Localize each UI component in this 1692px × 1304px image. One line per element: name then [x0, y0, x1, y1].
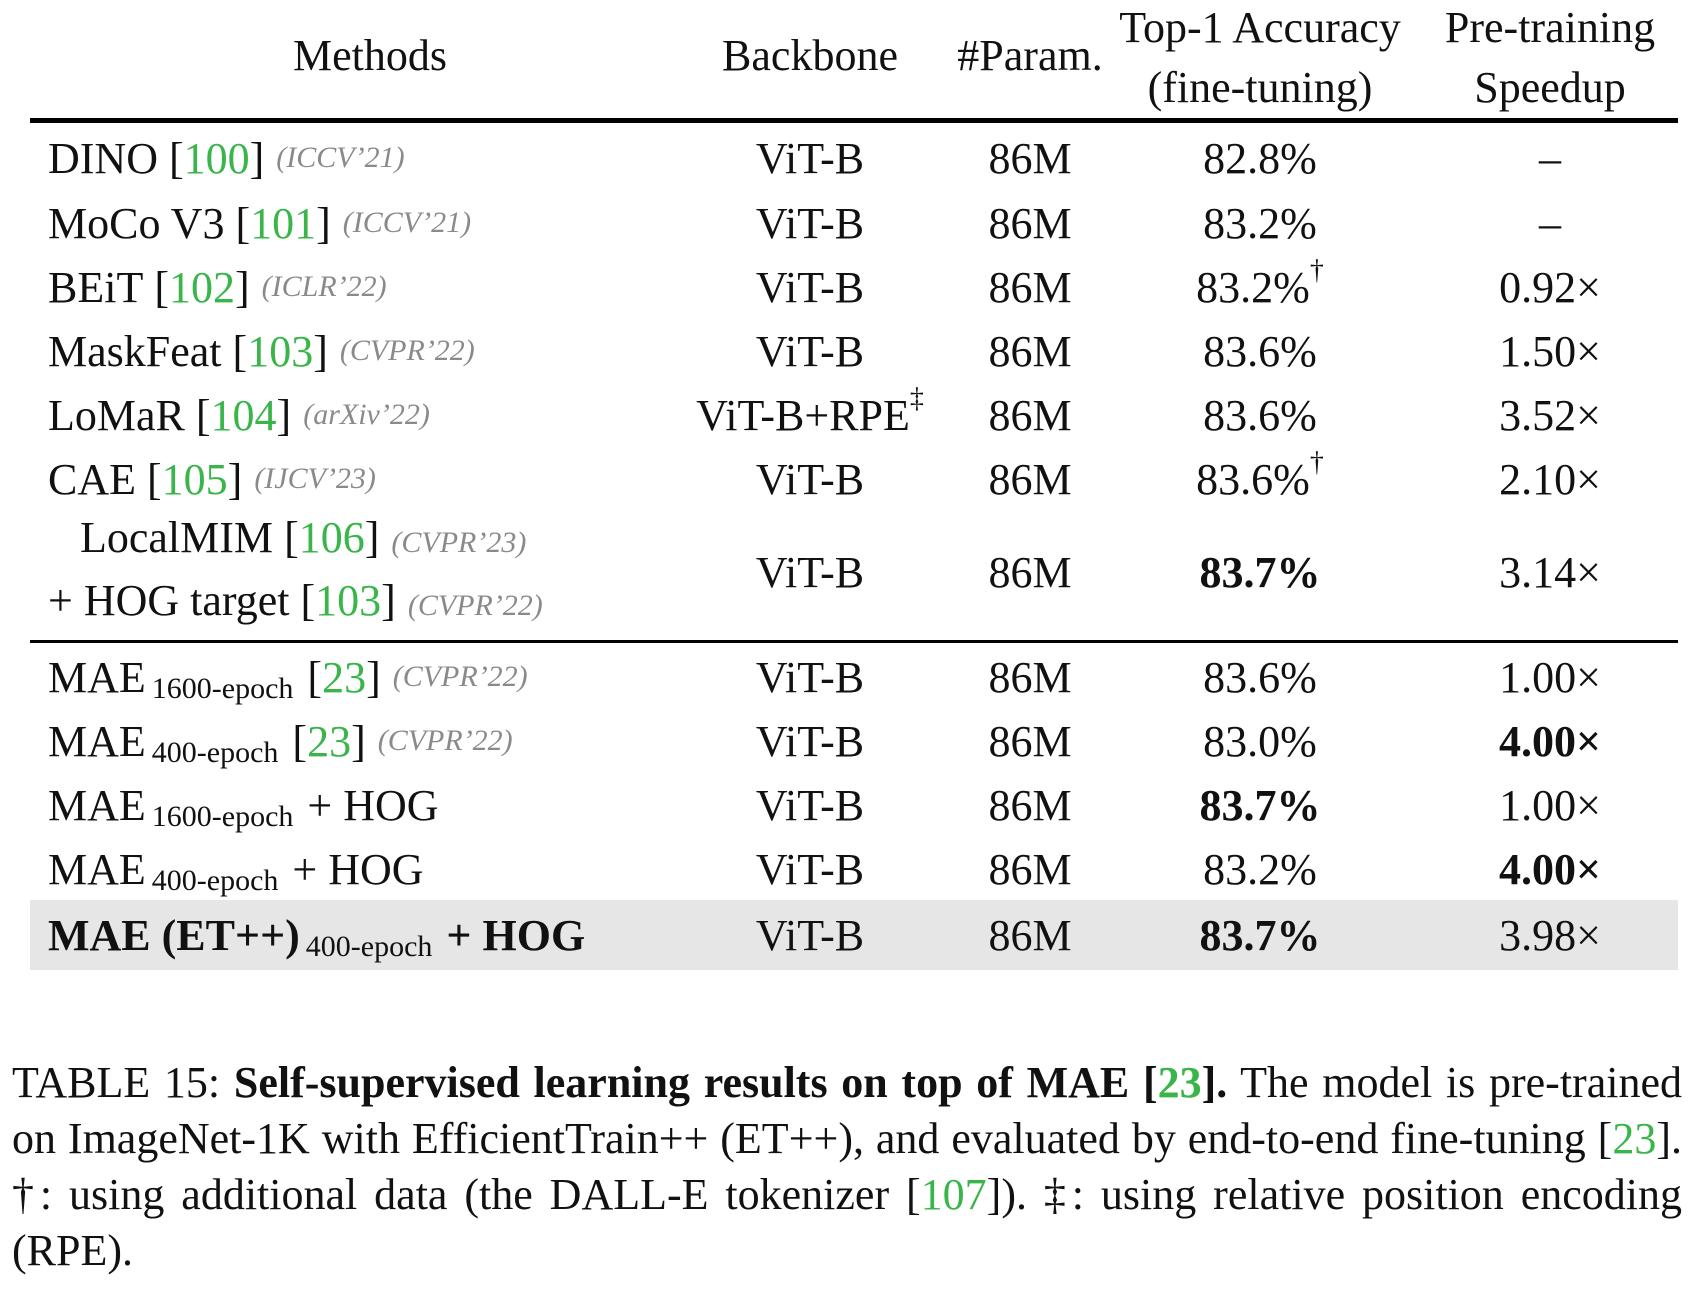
method-cell: MAE 1600-epoch [ 23 ] (CVPR’22): [48, 652, 528, 705]
accuracy-value: 83.6%: [1196, 454, 1310, 504]
method-name: MaskFeat: [48, 326, 222, 376]
backbone-value: ViT-B+RPE: [696, 390, 910, 440]
method-suffix: + HOG: [292, 844, 424, 894]
method-cell: DINO [ 100 ] (ICCV’21): [48, 133, 405, 183]
header-methods: Methods: [293, 31, 447, 80]
header-rule: [30, 118, 1678, 123]
accuracy-cell: 83.6%: [1203, 652, 1317, 702]
speedup-cell: 2.10×: [1499, 454, 1601, 504]
speedup-cell: –: [1539, 198, 1561, 248]
method-suffix: + HOG: [307, 780, 439, 830]
citation-link[interactable]: 105: [161, 454, 228, 504]
params-cell: 86M: [988, 198, 1072, 248]
method-cell: LocalMIM [106] (CVPR’23) + HOG target [103] (CVPR’22): [48, 513, 543, 625]
citation-link[interactable]: 103: [247, 326, 314, 376]
method-name: BEiT: [48, 262, 144, 312]
header-accuracy-line1: Top-1 Accuracy: [1119, 3, 1401, 52]
backbone-cell: ViT-B: [755, 716, 865, 766]
epoch-subscript: 400-epoch: [151, 864, 279, 897]
caption-title-end: ].: [1201, 1058, 1228, 1107]
speedup-cell: 1.00×: [1499, 652, 1601, 702]
speedup-cell: 1.50×: [1499, 326, 1601, 376]
citation-link[interactable]: 103: [315, 576, 382, 625]
accuracy-cell: 83.7%: [1199, 910, 1321, 960]
backbone-cell: ViT-B: [755, 326, 865, 376]
citation-link[interactable]: 23: [1157, 1058, 1202, 1107]
venue-label: (CVPR’22): [392, 660, 528, 693]
params-cell: 86M: [988, 390, 1072, 440]
backbone-cell: ViT-B: [755, 133, 865, 183]
accuracy-cell: 83.6%: [1203, 390, 1317, 440]
venue-label: (IJCV’23): [254, 462, 376, 495]
venue-label: (ICCV’21): [276, 141, 405, 174]
table-row: [30, 318, 1678, 384]
caption-text: ]). ‡: using relative position encoding (RPE).: [12, 1170, 1682, 1275]
method-cell: LoMaR [ 104 ] (arXiv’22): [48, 390, 430, 440]
table-row: [30, 254, 1678, 320]
params-cell: 86M: [988, 716, 1072, 766]
method-name: MAE: [48, 844, 146, 894]
backbone-cell: ViT-B: [755, 780, 865, 830]
speedup-cell: 4.00×: [1498, 716, 1602, 766]
header-backbone: Backbone: [722, 31, 898, 80]
accuracy-cell: 83.2%: [1203, 844, 1317, 894]
speedup-cell: 3.98×: [1499, 910, 1601, 960]
table-row: [30, 382, 1678, 448]
method-cell: [48, 900, 688, 970]
method-name: CAE: [48, 454, 136, 504]
accuracy-cell: [1090, 254, 1430, 320]
table-row: [30, 514, 1678, 630]
accuracy-value: 83.2%: [1196, 262, 1310, 312]
method-name: LocalMIM: [80, 513, 274, 562]
table-header: [30, 0, 1678, 130]
table-row: [30, 835, 1678, 903]
params-cell: 86M: [988, 780, 1072, 830]
epoch-subscript: 400-epoch: [151, 736, 279, 769]
table-row: [30, 643, 1678, 711]
table-row: [30, 771, 1678, 839]
method-name: MAE: [48, 780, 146, 830]
method-cell: MAE 400-epoch [ 23 ] (CVPR’22): [48, 716, 513, 769]
citation-link[interactable]: 102: [168, 262, 235, 312]
method-cell: [48, 835, 688, 903]
accuracy-cell: 83.0%: [1203, 716, 1317, 766]
accuracy-cell: [1090, 446, 1430, 512]
speedup-cell: 1.00×: [1499, 780, 1601, 830]
venue-label: (CVPR’22): [407, 589, 543, 622]
caption-title: [234, 1058, 1227, 1107]
venue-label: (CVPR’23): [391, 526, 527, 559]
dagger-mark: †: [1309, 447, 1324, 478]
venue-label: (arXiv’22): [303, 398, 430, 431]
header-accuracy-line2: (fine-tuning): [1147, 63, 1373, 112]
citation-link[interactable]: 101: [250, 198, 317, 248]
method-name: LoMaR: [48, 390, 185, 440]
method-name: MAE: [48, 652, 146, 702]
citation-link[interactable]: 106: [298, 513, 365, 562]
backbone-cell: ViT-B: [755, 262, 865, 312]
accuracy-cell: 83.2%: [1203, 198, 1317, 248]
accuracy-cell: 83.7%: [1199, 780, 1321, 830]
speedup-cell: 3.14×: [1499, 547, 1601, 597]
speedup-cell: 0.92×: [1499, 262, 1601, 312]
citation-link[interactable]: 23: [322, 652, 367, 702]
method-name: DINO: [48, 133, 158, 183]
citation-link[interactable]: 23: [1612, 1114, 1657, 1163]
method-cell: [48, 771, 688, 839]
citation-link[interactable]: 104: [210, 390, 277, 440]
caption-title-text: Self-supervised learning results on top of MAE [: [233, 1058, 1158, 1107]
table-row: [30, 446, 1678, 512]
citation-link[interactable]: 100: [183, 133, 250, 183]
speedup-cell: 4.00×: [1498, 844, 1602, 894]
citation-link[interactable]: 107: [920, 1170, 987, 1219]
speedup-cell: –: [1539, 133, 1561, 183]
epoch-subscript: 1600-epoch: [151, 800, 294, 833]
accuracy-cell: 83.7%: [1199, 547, 1321, 597]
accuracy-cell: 82.8%: [1203, 133, 1317, 183]
params-cell: 86M: [988, 547, 1072, 597]
params-cell: 86M: [988, 262, 1072, 312]
backbone-cell: ViT-B: [755, 844, 865, 894]
header-accuracy: [1090, 0, 1430, 118]
header-speedup-line2: Speedup: [1474, 63, 1626, 112]
params-cell: 86M: [988, 844, 1072, 894]
speedup-cell: 3.52×: [1499, 390, 1601, 440]
backbone-cell: [670, 382, 950, 448]
caption-text: ]. †: using additional data (the DALL-E tokenizer [: [12, 1114, 1682, 1219]
params-cell: 86M: [988, 652, 1072, 702]
header-speedup: [1410, 0, 1690, 118]
backbone-cell: ViT-B: [755, 198, 865, 248]
header-speedup-line1: Pre-training: [1444, 3, 1656, 52]
caption-label: TABLE 15:: [12, 1058, 221, 1107]
venue-label: (CVPR’22): [339, 334, 475, 367]
method-name: MAE: [48, 716, 146, 766]
venue-label: (CVPR’22): [377, 724, 513, 757]
method-cell: MaskFeat [ 103 ] (CVPR’22): [48, 326, 475, 376]
method-cell: BEiT [ 102 ] (ICLR’22): [48, 262, 387, 312]
method-name-line2: + HOG target: [48, 576, 290, 625]
method-cell: CAE [ 105 ] (IJCV’23): [48, 454, 376, 504]
epoch-subscript: 400-epoch: [305, 930, 433, 963]
backbone-cell: ViT-B: [755, 454, 865, 504]
citation-link[interactable]: 23: [307, 716, 352, 766]
params-cell: 86M: [988, 133, 1072, 183]
params-cell: 86M: [988, 454, 1072, 504]
double-dagger-mark: ‡: [909, 383, 924, 414]
method-name: MoCo V3: [48, 198, 225, 248]
caption-text: The model is pre-trained on ImageNet-1K with EfficientTrain++ (ET++), and evaluated by end-to-end fine-tuning [: [12, 1058, 1682, 1163]
header-params: #Param.: [957, 31, 1103, 80]
method-name: MAE (ET++): [48, 910, 300, 960]
backbone-cell: ViT-B: [755, 910, 865, 960]
backbone-cell: ViT-B: [755, 547, 865, 597]
method-suffix: + HOG: [446, 910, 586, 960]
params-cell: 86M: [988, 326, 1072, 376]
venue-label: (ICCV’21): [342, 206, 472, 239]
dagger-mark: †: [1309, 255, 1324, 286]
accuracy-cell: 83.6%: [1203, 326, 1317, 376]
epoch-subscript: 1600-epoch: [151, 672, 294, 705]
table-row: [30, 125, 1678, 191]
backbone-cell: ViT-B: [755, 652, 865, 702]
highlighted-row: [30, 900, 1678, 970]
table-row: [30, 707, 1678, 775]
venue-label: (ICLR’22): [261, 270, 387, 303]
method-cell: MoCo V3 [ 101 ] (ICCV’21): [48, 198, 472, 248]
table-caption: [12, 1055, 1682, 1279]
table-row: [30, 190, 1678, 256]
params-cell: 86M: [988, 910, 1072, 960]
